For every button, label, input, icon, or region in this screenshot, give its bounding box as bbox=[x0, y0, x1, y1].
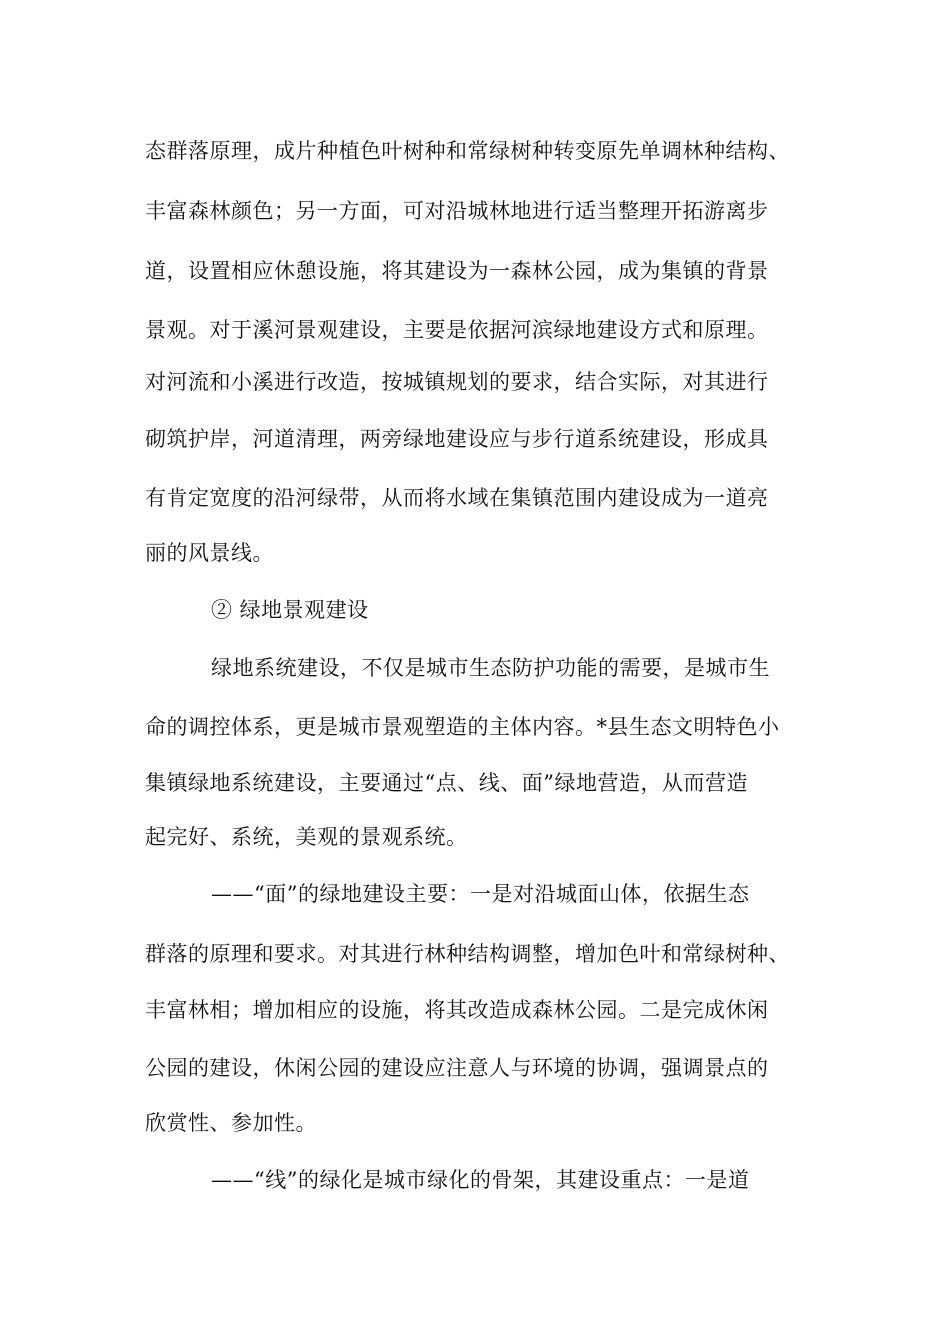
text-line: 集镇绿地系统建设，主要通过“点、线、面”绿地营造，从而营造 bbox=[145, 771, 748, 795]
text-line: 丰富森林颜色；另一方面，可对沿城林地进行适当整理开拓游离步 bbox=[145, 199, 769, 223]
text-line: 景观。对于溪河景观建设，主要是依据河滨绿地建设方式和原理。 bbox=[145, 318, 769, 342]
text-line: 道，设置相应休憩设施，将其建设为一森林公园，成为集镇的背景 bbox=[145, 259, 769, 283]
text-line: 有肯定宽度的沿河绿带，从而将水域在集镇范围内建设成为一道亮 bbox=[145, 486, 769, 510]
text-line: 态群落原理，成片种植色叶树种和常绿树种转变原先单调林种结构、 bbox=[145, 139, 790, 163]
text-line: 丽的风景线。 bbox=[145, 541, 274, 565]
paragraph-first-line: 绿地系统建设，不仅是城市生态防护功能的需要，是城市生 bbox=[211, 656, 770, 680]
paragraph-first-line: ——“面”的绿地建设主要：一是对沿城面山体，依据生态 bbox=[211, 882, 750, 906]
text-line: 对河流和小溪进行改造，按城镇规划的要求，结合实际，对其进行 bbox=[145, 370, 769, 394]
paragraph-first-line: ——“线”的绿化是城市绿化的骨架，其建设重点：一是道 bbox=[211, 1168, 750, 1192]
section-heading: ② 绿地景观建设 bbox=[211, 598, 369, 622]
text-line: 公园的建设，休闲公园的建设应注意人与环境的协调，强调景点的 bbox=[145, 1056, 769, 1080]
text-line: 砌筑护岸，河道清理，两旁绿地建设应与步行道系统建设，形成具 bbox=[145, 427, 769, 451]
text-line: 命的调控体系，更是城市景观塑造的主体内容。*县生态文明特色小 bbox=[145, 715, 780, 739]
text-line: 群落的原理和要求。对其进行林种结构调整，增加色叶和常绿树种、 bbox=[145, 942, 790, 966]
text-line: 欣赏性、参加性。 bbox=[145, 1111, 317, 1135]
text-line: 起完好、系统，美观的景观系统。 bbox=[145, 825, 468, 849]
text-line: 丰富林相；增加相应的设施，将其改造成森林公园。二是完成休闲 bbox=[145, 998, 769, 1022]
